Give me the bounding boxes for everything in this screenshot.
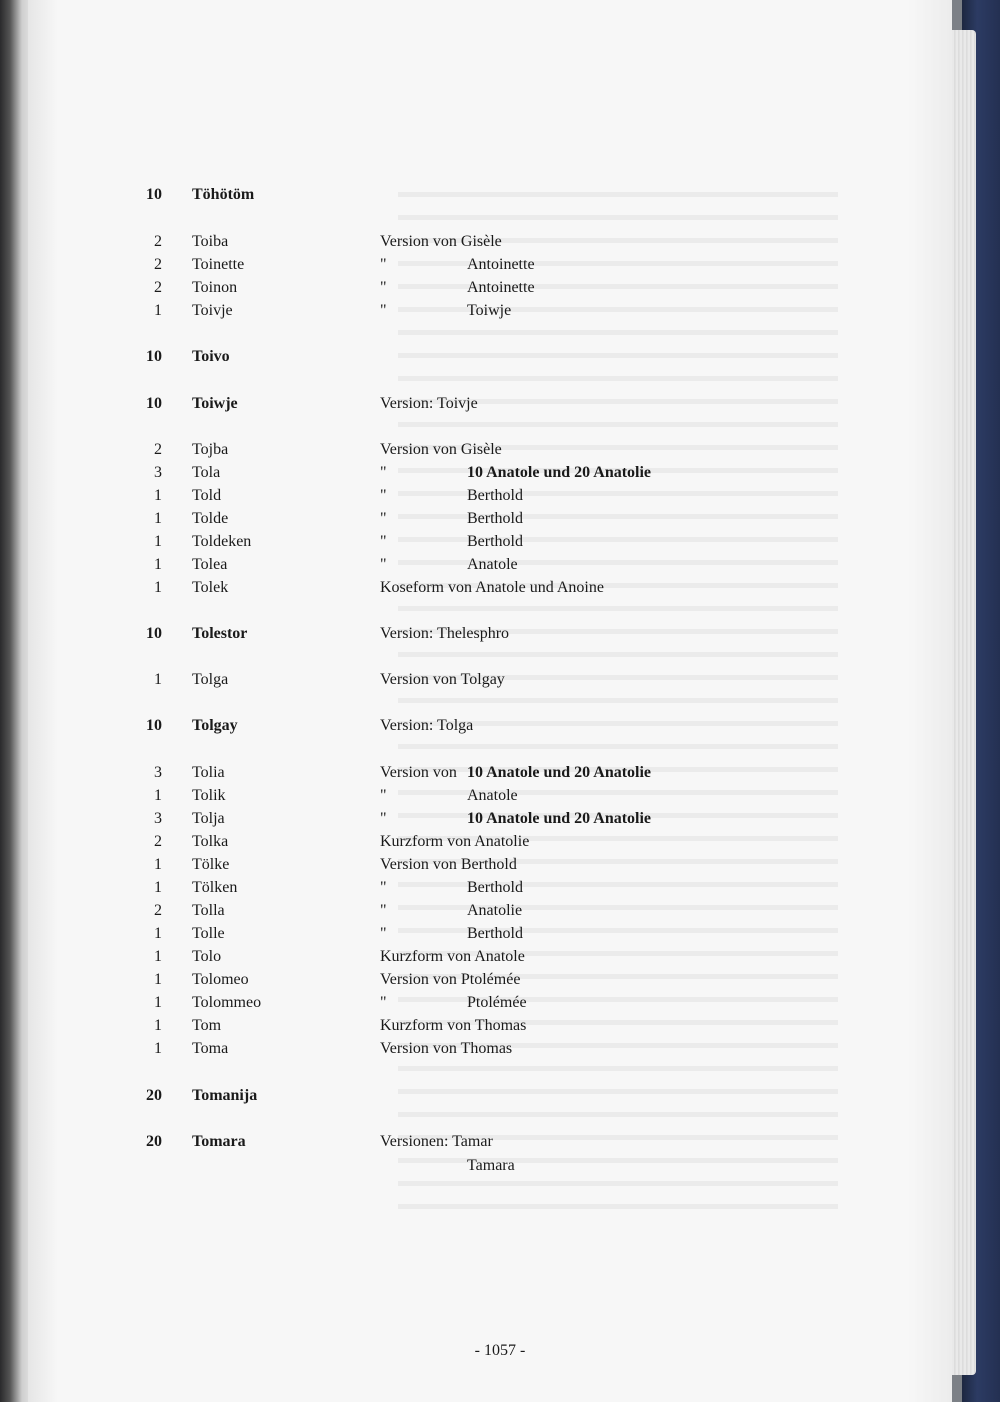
entry-count: 1 — [154, 856, 162, 873]
entry-description: Antoinette — [467, 256, 535, 273]
entry-description: Anatole — [467, 787, 518, 804]
entry-row — [0, 948, 1000, 970]
entry-description: " — [380, 787, 387, 804]
entry-count: 2 — [154, 233, 162, 250]
entry-row — [0, 902, 1000, 924]
entry-name: Tolgay — [192, 717, 238, 734]
entry-description: Version: Tolga — [380, 717, 474, 734]
entry-name: Tolka — [192, 833, 229, 850]
entry-row — [0, 994, 1000, 1016]
entry-description: Ptolémée — [467, 994, 527, 1011]
entry-row — [0, 186, 1000, 208]
entry-row — [0, 764, 1000, 786]
entry-count: 10 — [146, 348, 162, 365]
entry-description: Berthold — [467, 879, 523, 896]
entry-description: Version von — [380, 764, 457, 781]
entry-count: 2 — [154, 279, 162, 296]
entry-description: " — [380, 533, 387, 550]
entry-name: Tolla — [192, 902, 225, 919]
entry-name: Tolek — [192, 579, 229, 596]
entry-count: 10 — [146, 717, 162, 734]
entry-row — [0, 579, 1000, 601]
entry-count: 1 — [154, 556, 162, 573]
entry-row — [0, 1087, 1000, 1109]
entry-name: Toma — [192, 1040, 229, 1057]
entry-description: " — [380, 810, 387, 827]
entry-row — [0, 441, 1000, 463]
entry-row — [0, 671, 1000, 693]
entry-name: Toinon — [192, 279, 238, 296]
entry-name: Toldeken — [192, 533, 252, 550]
entry-row — [0, 925, 1000, 947]
entry-count: 2 — [154, 441, 162, 458]
entry-row — [0, 256, 1000, 278]
entry-row — [0, 1157, 1000, 1179]
entry-name: Tolea — [192, 556, 228, 573]
entry-name: Tölke — [192, 856, 230, 873]
entry-description: Version von Tolgay — [380, 671, 505, 688]
entry-count: 1 — [154, 671, 162, 688]
entry-count: 1 — [154, 879, 162, 896]
entry-name: Toivo — [192, 348, 230, 365]
entry-description: " — [380, 256, 387, 273]
entry-name: Toivje — [192, 302, 233, 319]
entry-description: Berthold — [467, 925, 523, 942]
entry-description: Tamara — [467, 1157, 515, 1174]
entry-description: " — [380, 302, 387, 319]
entry-count: 1 — [154, 1017, 162, 1034]
entry-name: Tolo — [192, 948, 222, 965]
entry-count: 2 — [154, 833, 162, 850]
entry-description: Berthold — [467, 510, 523, 527]
book-page — [28, 0, 952, 1402]
entry-name: Tolommeo — [192, 994, 262, 1011]
entry-name: Toinette — [192, 256, 245, 273]
entry-name: Told — [192, 487, 222, 504]
entry-row — [0, 464, 1000, 486]
entry-name: Tolga — [192, 671, 229, 688]
entry-count: 1 — [154, 579, 162, 596]
entry-description: " — [380, 279, 387, 296]
entry-name: Tolja — [192, 810, 225, 827]
entry-row — [0, 717, 1000, 739]
entry-name: Tolde — [192, 510, 229, 527]
entry-row — [0, 787, 1000, 809]
entry-row — [0, 971, 1000, 993]
entry-name: Tolle — [192, 925, 225, 942]
entry-description: " — [380, 487, 387, 504]
entry-description: Version von Gisèle — [380, 233, 502, 250]
entry-name: Töhötöm — [192, 186, 255, 203]
entry-row — [0, 879, 1000, 901]
entry-description: " — [380, 879, 387, 896]
entry-description: " — [380, 994, 387, 1011]
entry-description: Berthold — [467, 533, 523, 550]
entry-count: 20 — [146, 1133, 162, 1150]
entry-row — [0, 510, 1000, 532]
entry-name: Tomara — [192, 1133, 246, 1150]
entry-description: " — [380, 510, 387, 527]
entry-description: " — [380, 556, 387, 573]
entry-row — [0, 279, 1000, 301]
entry-description: Antoinette — [467, 279, 535, 296]
entry-row — [0, 487, 1000, 509]
entry-name: Tolomeo — [192, 971, 249, 988]
entry-description: 10 Anatole und 20 Anatolie — [467, 464, 652, 481]
entry-count: 10 — [146, 625, 162, 642]
entry-count: 1 — [154, 302, 162, 319]
entry-description: Version von Gisèle — [380, 441, 502, 458]
entry-count: 3 — [154, 810, 162, 827]
entry-name: Tolestor — [192, 625, 248, 642]
entry-description: Version von Thomas — [380, 1040, 513, 1057]
entry-row — [0, 810, 1000, 832]
bleed-through-text — [398, 180, 838, 1220]
entry-name: Tolik — [192, 787, 226, 804]
entry-row — [0, 625, 1000, 647]
entry-description: Version: Toivje — [380, 395, 478, 412]
entry-description: 10 Anatole und 20 Anatolie — [467, 764, 652, 781]
entry-description: Berthold — [467, 487, 523, 504]
entry-row — [0, 556, 1000, 578]
entry-name: Tölken — [192, 879, 238, 896]
entry-description: Version: Thelesphro — [380, 625, 510, 642]
entry-count: 1 — [154, 787, 162, 804]
entry-row — [0, 856, 1000, 878]
entry-name: Tom — [192, 1017, 222, 1034]
entry-description: Kurzform von Thomas — [380, 1017, 527, 1034]
entry-count: 1 — [154, 971, 162, 988]
entry-name: Toiba — [192, 233, 229, 250]
entry-row — [0, 348, 1000, 370]
entry-count: 1 — [154, 487, 162, 504]
entry-count: 2 — [154, 256, 162, 273]
entry-description: Kurzform von Anatolie — [380, 833, 530, 850]
entry-count: 1 — [154, 533, 162, 550]
entry-description: Toiwje — [467, 302, 512, 319]
entry-count: 10 — [146, 395, 162, 412]
entry-row — [0, 1017, 1000, 1039]
entry-row — [0, 1040, 1000, 1062]
entry-description: Koseform von Anatole und Anoine — [380, 579, 604, 596]
entry-name: Tojba — [192, 441, 229, 458]
entry-count: 1 — [154, 948, 162, 965]
entry-description: Anatolie — [467, 902, 523, 919]
entry-name: Toiwje — [192, 395, 238, 412]
entry-description: Versionen: Tamar — [380, 1133, 493, 1150]
page-number: - 1057 - — [474, 1342, 526, 1359]
entry-description: 10 Anatole und 20 Anatolie — [467, 810, 652, 827]
entry-description: " — [380, 464, 387, 481]
entry-description: " — [380, 902, 387, 919]
entry-row — [0, 533, 1000, 555]
entry-count: 1 — [154, 1040, 162, 1057]
entry-description: Anatole — [467, 556, 518, 573]
entry-count: 1 — [154, 994, 162, 1011]
entry-description: Version von Berthold — [380, 856, 517, 873]
entry-name: Tola — [192, 464, 221, 481]
entry-description: Version von Ptolémée — [380, 971, 521, 988]
entry-row — [0, 302, 1000, 324]
entry-row — [0, 395, 1000, 417]
entry-count: 3 — [154, 764, 162, 781]
entry-name: Tolia — [192, 764, 225, 781]
entry-count: 2 — [154, 902, 162, 919]
entry-row — [0, 833, 1000, 855]
entry-count: 1 — [154, 510, 162, 527]
entry-count: 1 — [154, 925, 162, 942]
entry-count: 20 — [146, 1087, 162, 1104]
entry-description: Kurzform von Anatole — [380, 948, 525, 965]
entry-count: 10 — [146, 186, 162, 203]
entry-description: " — [380, 925, 387, 942]
entry-count: 3 — [154, 464, 162, 481]
entry-row — [0, 233, 1000, 255]
entry-row — [0, 1133, 1000, 1155]
entry-name: Tomanija — [192, 1087, 258, 1104]
